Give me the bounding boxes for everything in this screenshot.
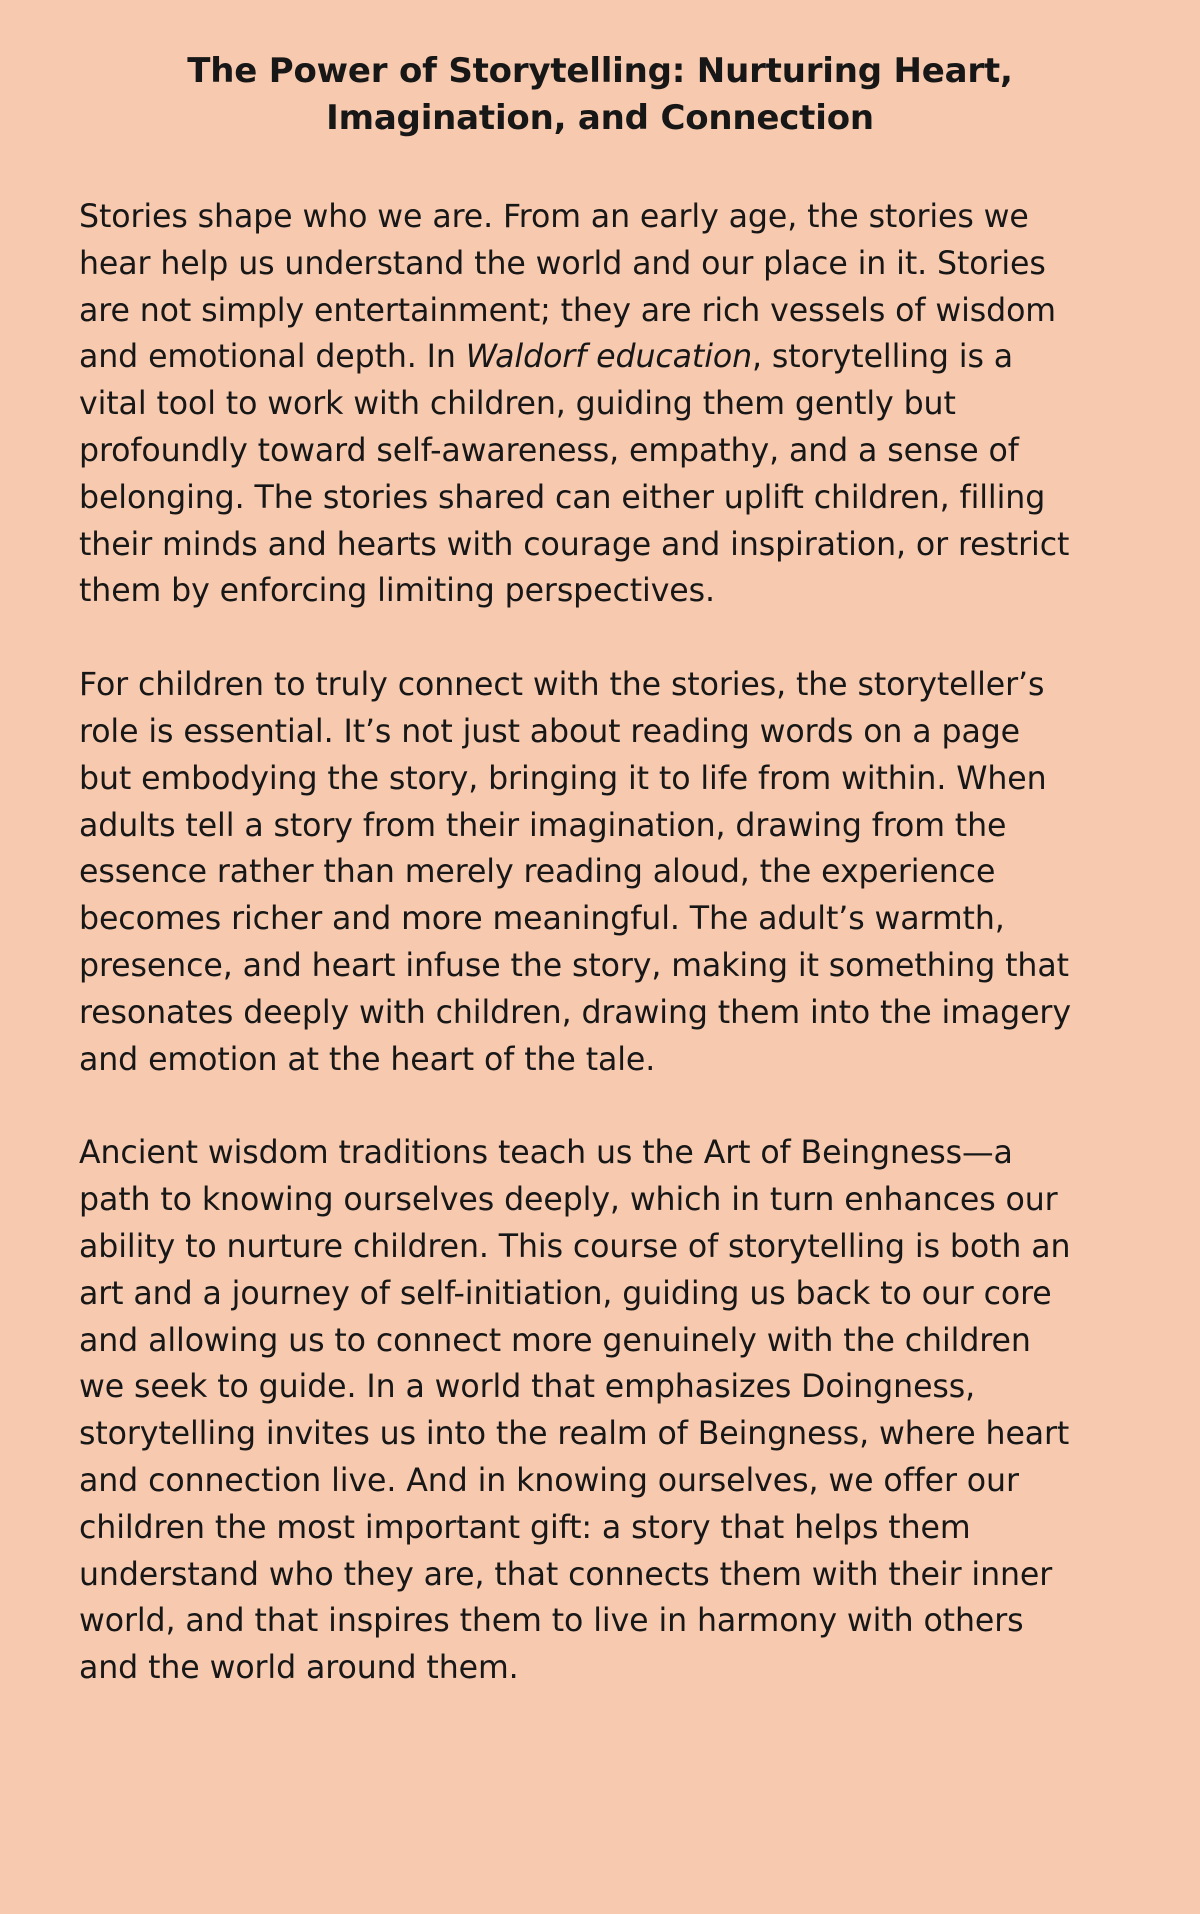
paragraph-1 xyxy=(79,194,1079,615)
italic-term: Waldorf education xyxy=(465,339,753,376)
title-line-1: The Power of Storytelling: Nurturing Heart, xyxy=(187,51,1013,91)
paragraph-2: For children to truly connect with the stories, the storyteller’s role is essential. It’s not just about reading words on a page but embodying the story, bringing it to life from within. When adults tell a story from their imagination, drawing from the essence rather than merely reading aloud, the experience becomes richer and more meaningful. The adult’s warmth, presence, and heart infuse the story, making it something that resonates deeply with children, drawing them into the imagery and emotion at the heart of the tale. xyxy=(79,667,1071,1078)
article-body xyxy=(79,194,1079,1692)
page-title xyxy=(150,48,1050,142)
paragraph-3: Ancient wisdom traditions teach us the Art of Beingness—a path to knowing ourselves deeply, which in turn enhances our ability to nurture children. This course of storytelling is both an art and a journey of self-initiation, guiding us back to our core and allowing us to connect more genuinely with the children we seek to guide. In a world that emphasizes Doingness, storytelling invites us into the realm of Beingness, where heart and connection live. And in knowing ourselves, we offer our children the most important gift: a story that helps them understand who they are, that connects them with their inner world, and that inspires them to live in harmony with others and the world around them. xyxy=(79,1135,1071,1687)
paragraph-1-text-end: , storytelling is a vital tool to work with children, guiding them gently but profoundly toward self-awareness, empathy, and a sense of belonging. The stories shared can either uplift children, filling their minds and hearts with courage and inspiration, or restrict them by enforcing limiting perspectives. xyxy=(79,339,1070,610)
title-line-2: Imagination, and Connection xyxy=(326,98,874,138)
paragraph-1-text-start: Stories shape who we are. From an early age, the stories we hear help us understand the world and our place in it. Stories are not simply entertainment; they are rich vessels of wisdom and emotional depth. In xyxy=(79,199,1056,376)
